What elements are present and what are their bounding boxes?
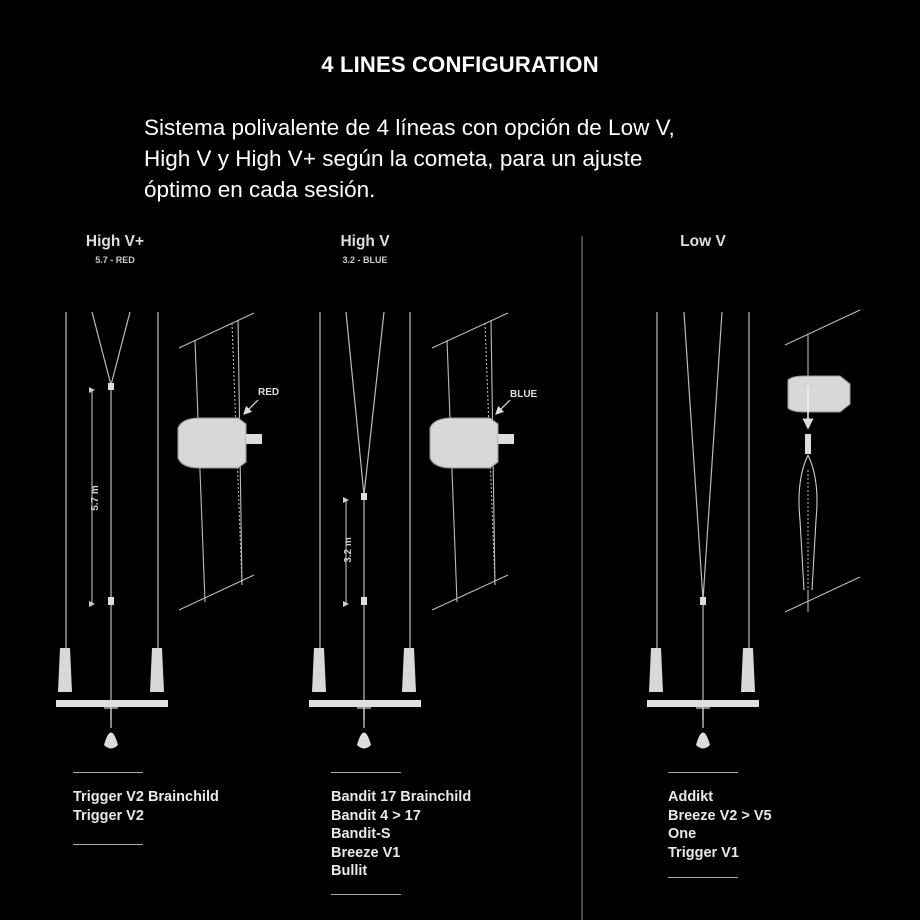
model-item: Trigger V2 Brainchild — [73, 789, 219, 805]
pigtail-detail-low-v — [785, 310, 860, 612]
model-item: Bandit-S — [331, 826, 391, 842]
model-item: One — [668, 826, 697, 842]
model-item: Trigger V1 — [668, 844, 739, 861]
divider-rule — [73, 772, 143, 773]
v-line-left — [92, 312, 111, 385]
divider-rule — [331, 772, 401, 773]
page-title: 4 LINES CONFIGURATION — [321, 52, 599, 77]
column-name: Low V — [680, 233, 726, 250]
measure-label: 3.2 m — [343, 537, 354, 563]
intro-line-3: óptimo en cada sesión. — [144, 177, 376, 202]
bar-diagram-low-v — [647, 312, 759, 749]
model-item: Bandit 17 Brainchild — [331, 789, 472, 805]
pigtail-label: RED — [258, 387, 280, 398]
pigtail-detail-red — [178, 313, 262, 610]
model-list-high-v — [331, 788, 471, 881]
divider-rule — [331, 894, 401, 895]
divider-rule — [73, 844, 143, 845]
model-item: Addikt — [668, 789, 714, 805]
column-sub: 5.7 - RED — [95, 255, 135, 265]
model-item: Breeze V1 — [331, 844, 401, 861]
intro-line-2: High V y High V+ según la cometa, para un ajuste — [144, 146, 643, 171]
bar-diagram-high-v-plus — [56, 312, 168, 749]
bar-diagram-high-v — [309, 312, 421, 749]
control-bar — [56, 700, 168, 707]
model-list-low-v — [668, 788, 772, 862]
model-list-high-v-plus — [73, 788, 219, 825]
column-name: High V+ — [85, 233, 145, 250]
model-item: Bandit 4 > 17 — [331, 807, 421, 824]
pigtail-label: BLUE — [510, 389, 538, 400]
intro-line-1: Sistema polivalente de 4 líneas con opción de Low V, — [144, 115, 675, 140]
column-sub: 3.2 - BLUE — [342, 255, 388, 265]
v-line-right — [111, 312, 130, 385]
model-item: Breeze V2 > V5 — [668, 807, 772, 824]
divider-rule — [668, 772, 738, 773]
model-item: Trigger V2 — [73, 807, 144, 824]
divider-rule — [668, 877, 738, 878]
model-item: Bullit — [331, 863, 368, 879]
column-name: High V — [340, 233, 390, 250]
measure-label: 5.7 m — [90, 485, 101, 511]
pigtail-detail-blue — [430, 313, 514, 610]
chicken-loop-icon — [104, 733, 118, 749]
